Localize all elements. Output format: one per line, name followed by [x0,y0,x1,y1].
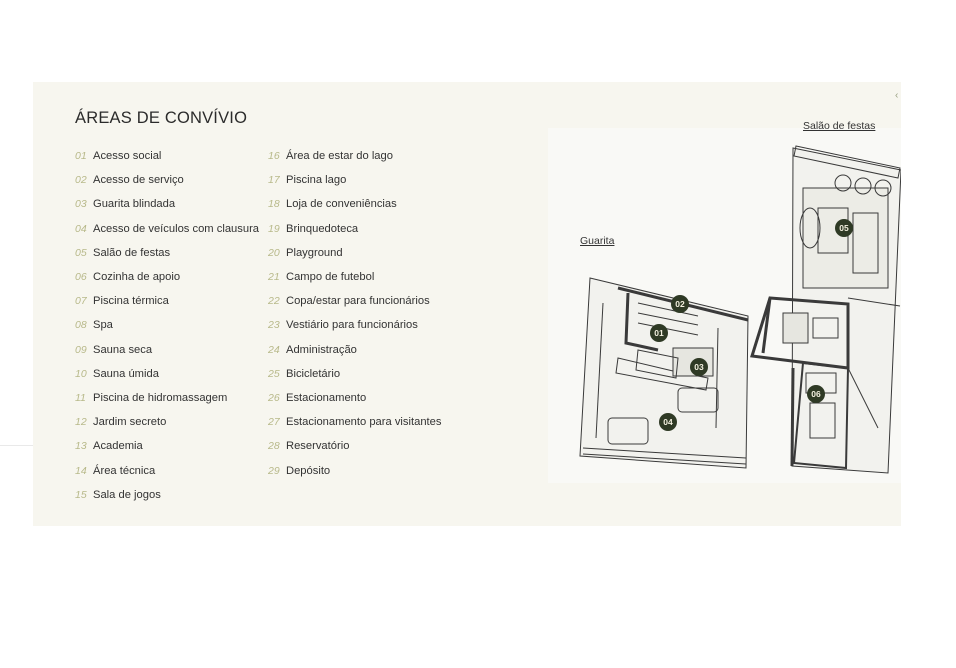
legend-item [268,289,441,313]
legend-item [268,434,441,458]
legend-item [75,362,259,386]
legend-label: Área técnica [93,464,156,477]
plan-marker-04: 04 [659,413,677,431]
legend-label: Bicicletário [286,367,341,380]
legend-number: 25 [268,367,280,380]
legend-label: Spa [93,319,113,332]
legend-label: Piscina lago [286,174,347,187]
legend-number: 26 [268,391,280,404]
legend-number: 04 [75,222,87,235]
legend-number: 10 [75,367,87,380]
plan-marker-02: 02 [671,295,689,313]
legend-item [75,458,259,482]
legend-item [75,338,259,362]
plan-marker-05: 05 [835,219,853,237]
legend-item [268,168,441,192]
section-title: ÁREAS DE CONVÍVIO [75,109,248,127]
legend-label: Copa/estar para funcionários [286,295,430,308]
legend-label: Cozinha de apoio [93,271,181,284]
legend-label: Piscina térmica [93,295,169,308]
legend-number: 19 [268,222,280,235]
legend-label: Depósito [286,464,331,477]
legend-label: Estacionamento [286,391,367,404]
legend-label: Administração [286,343,357,356]
legend-item [268,265,441,289]
legend-item [75,483,259,507]
legend-label: Acesso de serviço [93,174,184,187]
legend-item [75,386,259,410]
legend-label: Loja de conveniências [286,198,397,211]
legend-number: 17 [268,174,280,187]
legend-label: Vestiário para funcionários [286,319,418,332]
legend-label: Academia [93,440,143,453]
floor-plan [548,120,901,483]
legend-number: 23 [268,319,280,332]
legend-item [75,289,259,313]
legend-label: Acesso social [93,150,162,163]
legend-number: 09 [75,343,87,356]
legend-label: Salão de festas [93,246,171,259]
legend-number: 28 [268,440,280,453]
legend-label: Guarita blindada [93,198,176,211]
legend-number: 22 [268,295,280,308]
legend-number: 11 [75,391,86,404]
legend-item [268,192,441,216]
legend-number: 20 [268,246,280,259]
label-salao-de-festas: Salão de festas [803,120,876,132]
legend-number: 14 [75,464,87,477]
legend-item [75,192,259,216]
legend-number: 15 [75,488,87,501]
legend-item [75,313,259,337]
legend-number: 29 [268,464,280,477]
legend-number: 27 [268,416,280,429]
legend-item [75,217,259,241]
legend-label: Sauna seca [93,343,153,356]
legend-column-2 [268,144,441,483]
plan-marker-01: 01 [650,324,668,342]
legend-number: 21 [268,271,280,284]
legend-item [268,144,441,168]
legend-number: 18 [268,198,280,211]
legend-item [75,168,259,192]
divider-line [0,445,33,446]
legend-item [268,217,441,241]
legend-item [75,265,259,289]
legend-item [75,434,259,458]
legend-label: Jardim secreto [93,416,167,429]
legend-item [268,362,441,386]
legend-item [268,386,441,410]
legend-label: Acesso de veículos com clausura [93,222,260,235]
legend-number: 02 [75,174,87,187]
legend-number: 06 [75,271,87,284]
legend-item [75,241,259,265]
legend-label: Estacionamento para visitantes [286,416,442,429]
legend-label: Área de estar do lago [286,150,393,163]
legend-item [268,338,441,362]
legend-item [268,410,441,434]
plan-marker-06: 06 [807,385,825,403]
legend-item [75,410,259,434]
legend-number: 03 [75,198,87,211]
legend-number: 07 [75,295,87,308]
legend-column-1 [75,144,259,507]
legend-label: Playground [286,246,343,259]
plan-marker-03: 03 [690,358,708,376]
legend-item [268,458,441,482]
floor-plan-sketch [548,128,901,483]
legend-number: 01 [75,150,87,163]
legend-label: Sala de jogos [93,488,161,501]
legend-label: Brinquedoteca [286,222,359,235]
legend-number: 13 [75,440,87,453]
legend-number: 08 [75,319,87,332]
legend-item [75,144,259,168]
legend-label: Reservatório [286,440,350,453]
legend-number: 12 [75,416,87,429]
legend-label: Sauna úmida [93,367,159,380]
chevron-left-icon[interactable]: ‹ [895,90,899,101]
label-guarita: Guarita [580,235,615,247]
legend-label: Campo de futebol [286,271,375,284]
legend-item [268,241,441,265]
legend-label: Piscina de hidromassagem [93,391,228,404]
legend-item [268,313,441,337]
legend-number: 05 [75,246,87,259]
legend-number: 16 [268,150,280,163]
legend-number: 24 [268,343,280,356]
